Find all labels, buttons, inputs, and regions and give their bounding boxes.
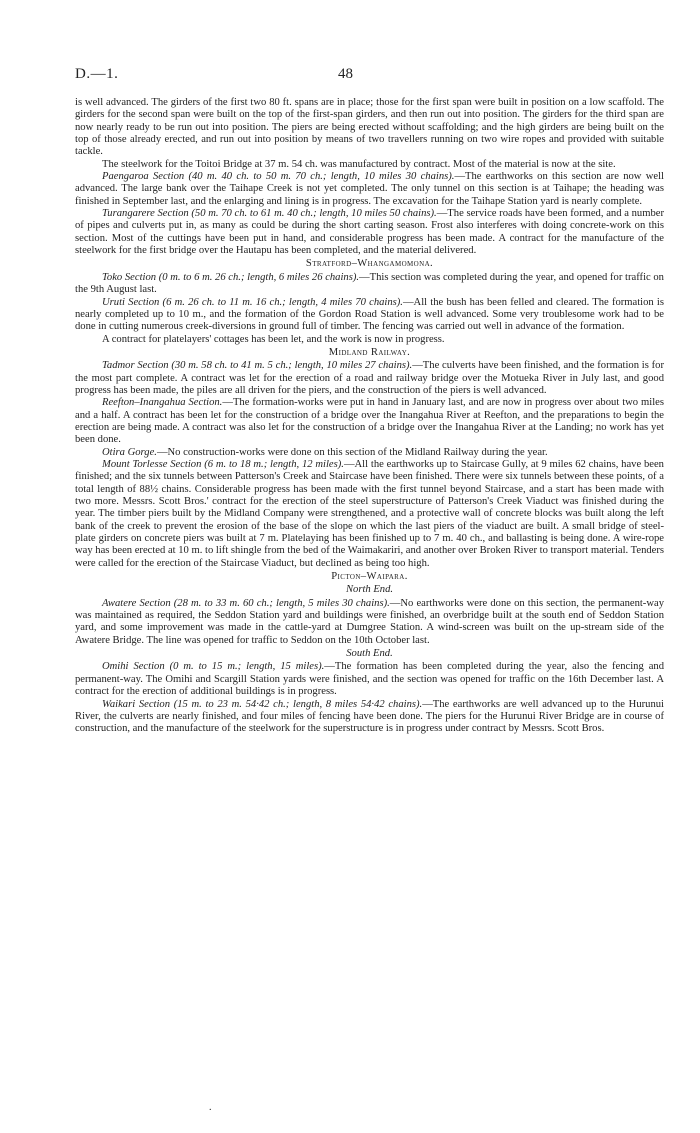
body-paragraph [75,360,664,397]
page-number: 48 [338,66,353,82]
paragraph-text: is well advanced. The girders of the first two 80 ft. spans are in place; those for the first span were built in position on a low scaffold. The girders for the second span were built on the top of the first-span girders, and then run out into position. The girders for the third span are now nearly ready to be run out into position. The piers are being erected without scaffolding; and the high girders are being built on the top of those already erected, and run out into position by means of two travellers running on two wire ropes and provided with suitable tackle. [75,97,664,158]
section-heading: Stratford–Whangamomona. [305,258,434,270]
document-body [75,97,664,736]
paragraph-text: —The earthworks on this section are now well advanced. The large bank over the Taihape Creek is not yet completed. The only tunnel on this section is at Taihape; the heading was finished in September last, and the enlarging and lining is in progress. The excavation for the Taihape Station yard is nearly complete. [75,171,664,207]
section-title: Uruti Section (6 m. 26 ch. to 11 m. 16 ch.; length, 4 miles 70 chains). [102,296,403,308]
body-paragraph [75,447,664,459]
body-paragraph [75,171,664,208]
body-paragraph [75,661,664,698]
paragraph-text: —No earthworks were done on this section, the permanent-way was maintained as required, the Seddon Station yard and buildings were finished, an overbridge built at the south end of Seddon Station yard, and some improvement was made in the cattle-yard at Dumgree Station. A wind-screen was built on the up-stream side of the Awatere Bridge. The line was opened for traffic to Seddon on the 10th October last. [75,597,664,646]
body-paragraph [75,97,664,159]
paragraph-text: —No construction-works were done on this section of the Midland Railway during the year. [156,446,548,458]
section-title: Tadmor Section (30 m. 58 ch. to 41 m. 5 ch.; length, 10 miles 27 chains). [102,360,413,372]
paragraph-text: A contract for platelayers' cottages has been let, and the work is now in progress. [102,333,445,345]
body-paragraph [75,459,664,570]
section-title: Reefton–Inangahua Section. [102,397,223,409]
section-title: Turangarere Section (50 m. 70 ch. to 61 m. 40 ch.; length, 10 miles 50 chains). [102,208,437,220]
paragraph-text: —The formation has been completed during the year, also the fencing and permanent-way. The Omihi and Scargill Station yards were finished, and the section was opened for traffic on the 16th December last. A contract for the erection of additional buildings is in progress. [75,661,664,698]
body-paragraph [75,397,664,446]
section-title: Paengaroa Section (40 m. 40 ch. to 50 m. 70 ch.; length, 10 miles 30 chains). [102,171,455,183]
document-series-code: D.—1. [75,66,119,82]
paragraph-text: —All the earthworks up to Staircase Gully, at 9 miles 62 chains, have been finished; and the six tunnels between Patterson's Creek and Staircase have been finished. There were six tunnels between these points, of a total length of 88½ chains. Considerable progress has been made with the first tunnel beyond Staircase, and a start has been made with two more. Messrs. Scott Bros.' contract for the erection of the steel superstructure of Patterson's Creek Viaduct was finished during the year. The timber piers built by the Midland Company were strengthened, and a protective wall of concrete blocks was built along the left bank of the creek to prevent the erosion of the base of the slope on which the last piers of the viaduct are built. A small bridge of steel-plate girders on concrete piers was built at 7 m. Platelaying has been finished up to 7 m. 40 ch., and ballasting is being done. A wire-rope way has been erected at 10 m. to lift shingle from the bed of the Waimakariri, and another over Broken River to transport material. Tenders were called for the erection of the Staircase Viaduct, but declined as being too high. [75,458,665,569]
section-title: Waikari Section (15 m. to 23 m. 54·42 ch.; length, 8 miles 54·42 chains). [102,698,423,710]
body-paragraph [75,272,664,297]
body-paragraph [75,699,664,736]
paragraph-text: —The formation-works were put in hand in January last, and are now in progress over about two miles and a half. A contract has been let for the construction of a bridge over the Inangahua River at Reefton, and the preparations to begin the erection are being made. A contract was also let for the construction of a bridge over the Inangahua River at the Landing; no work has yet been done. [75,397,664,446]
paragraph-text: The steelwork for the Toitoi Bridge at 37 m. 54 ch. was manufactured by contract. Most of the material is now at the site. [102,158,616,170]
section-heading: Midland Railway. [328,346,411,358]
body-paragraph [75,208,664,257]
section-heading: Picton–Waipara. [331,571,408,583]
body-paragraph [75,598,664,647]
paragraph-text: —All the bush has been felled and cleared. The formation is nearly completed up to 10 m., and the formation of the Gordon Road Station is well advanced. Some very troublesome work had to be done in cutting numerous creek-diversions in ground full of timber. The fencing was carried out well in advance of the formation. [75,296,664,333]
footer-mark: . [209,1102,212,1113]
section-title: Omihi Section (0 m. to 15 m.; length, 15 miles). [102,661,325,673]
section-title: Otira Gorge. [102,446,157,458]
section-subheading: South End. [346,648,393,660]
section-subheading: North End. [345,584,394,596]
section-title: Awatere Section (28 m. to 33 m. 60 ch.; length, 5 miles 30 chains). [102,597,390,609]
section-title: Mount Torlesse Section (6 m. to 18 m.; length, 12 miles). [102,458,344,470]
paragraph-text: —The service roads have been formed, and a number of pipes and culverts put in, as many as could be during the short carting season. Frost also interferes with doing concrete-work on this section. Most of the cuttings have been put in hand, and considerable progress has been made. A contract for the manufacture of the steelwork for the first bridge over the Hautapu has been completed, and the material delivered. [75,208,664,257]
body-paragraph [75,297,664,334]
body-paragraph [75,159,664,171]
paragraph-text: —The earthworks are well advanced up to the Hurunui River, the culverts are nearly finished, and four miles of fencing have been done. The piers for the Hurunui River Bridge are in course of construction, and the manufacture of the steelwork for the superstructure is in progress under contract by Messrs. Scott Bros. [75,698,664,735]
body-paragraph [75,334,664,346]
section-title: Toko Section (0 m. to 6 m. 26 ch.; length, 6 miles 26 chains). [102,271,360,283]
paragraph-text: —This section was completed during the year, and opened for traffic on the 9th August last. [75,271,664,296]
paragraph-text: —The culverts have been finished, and the formation is for the most part complete. A contract was let for the erection of a road and railway bridge over the Motueka River in July last, and good progress has been made, the piles are all driven for the piers, and the construction of the piers is well advanced. [75,360,664,396]
